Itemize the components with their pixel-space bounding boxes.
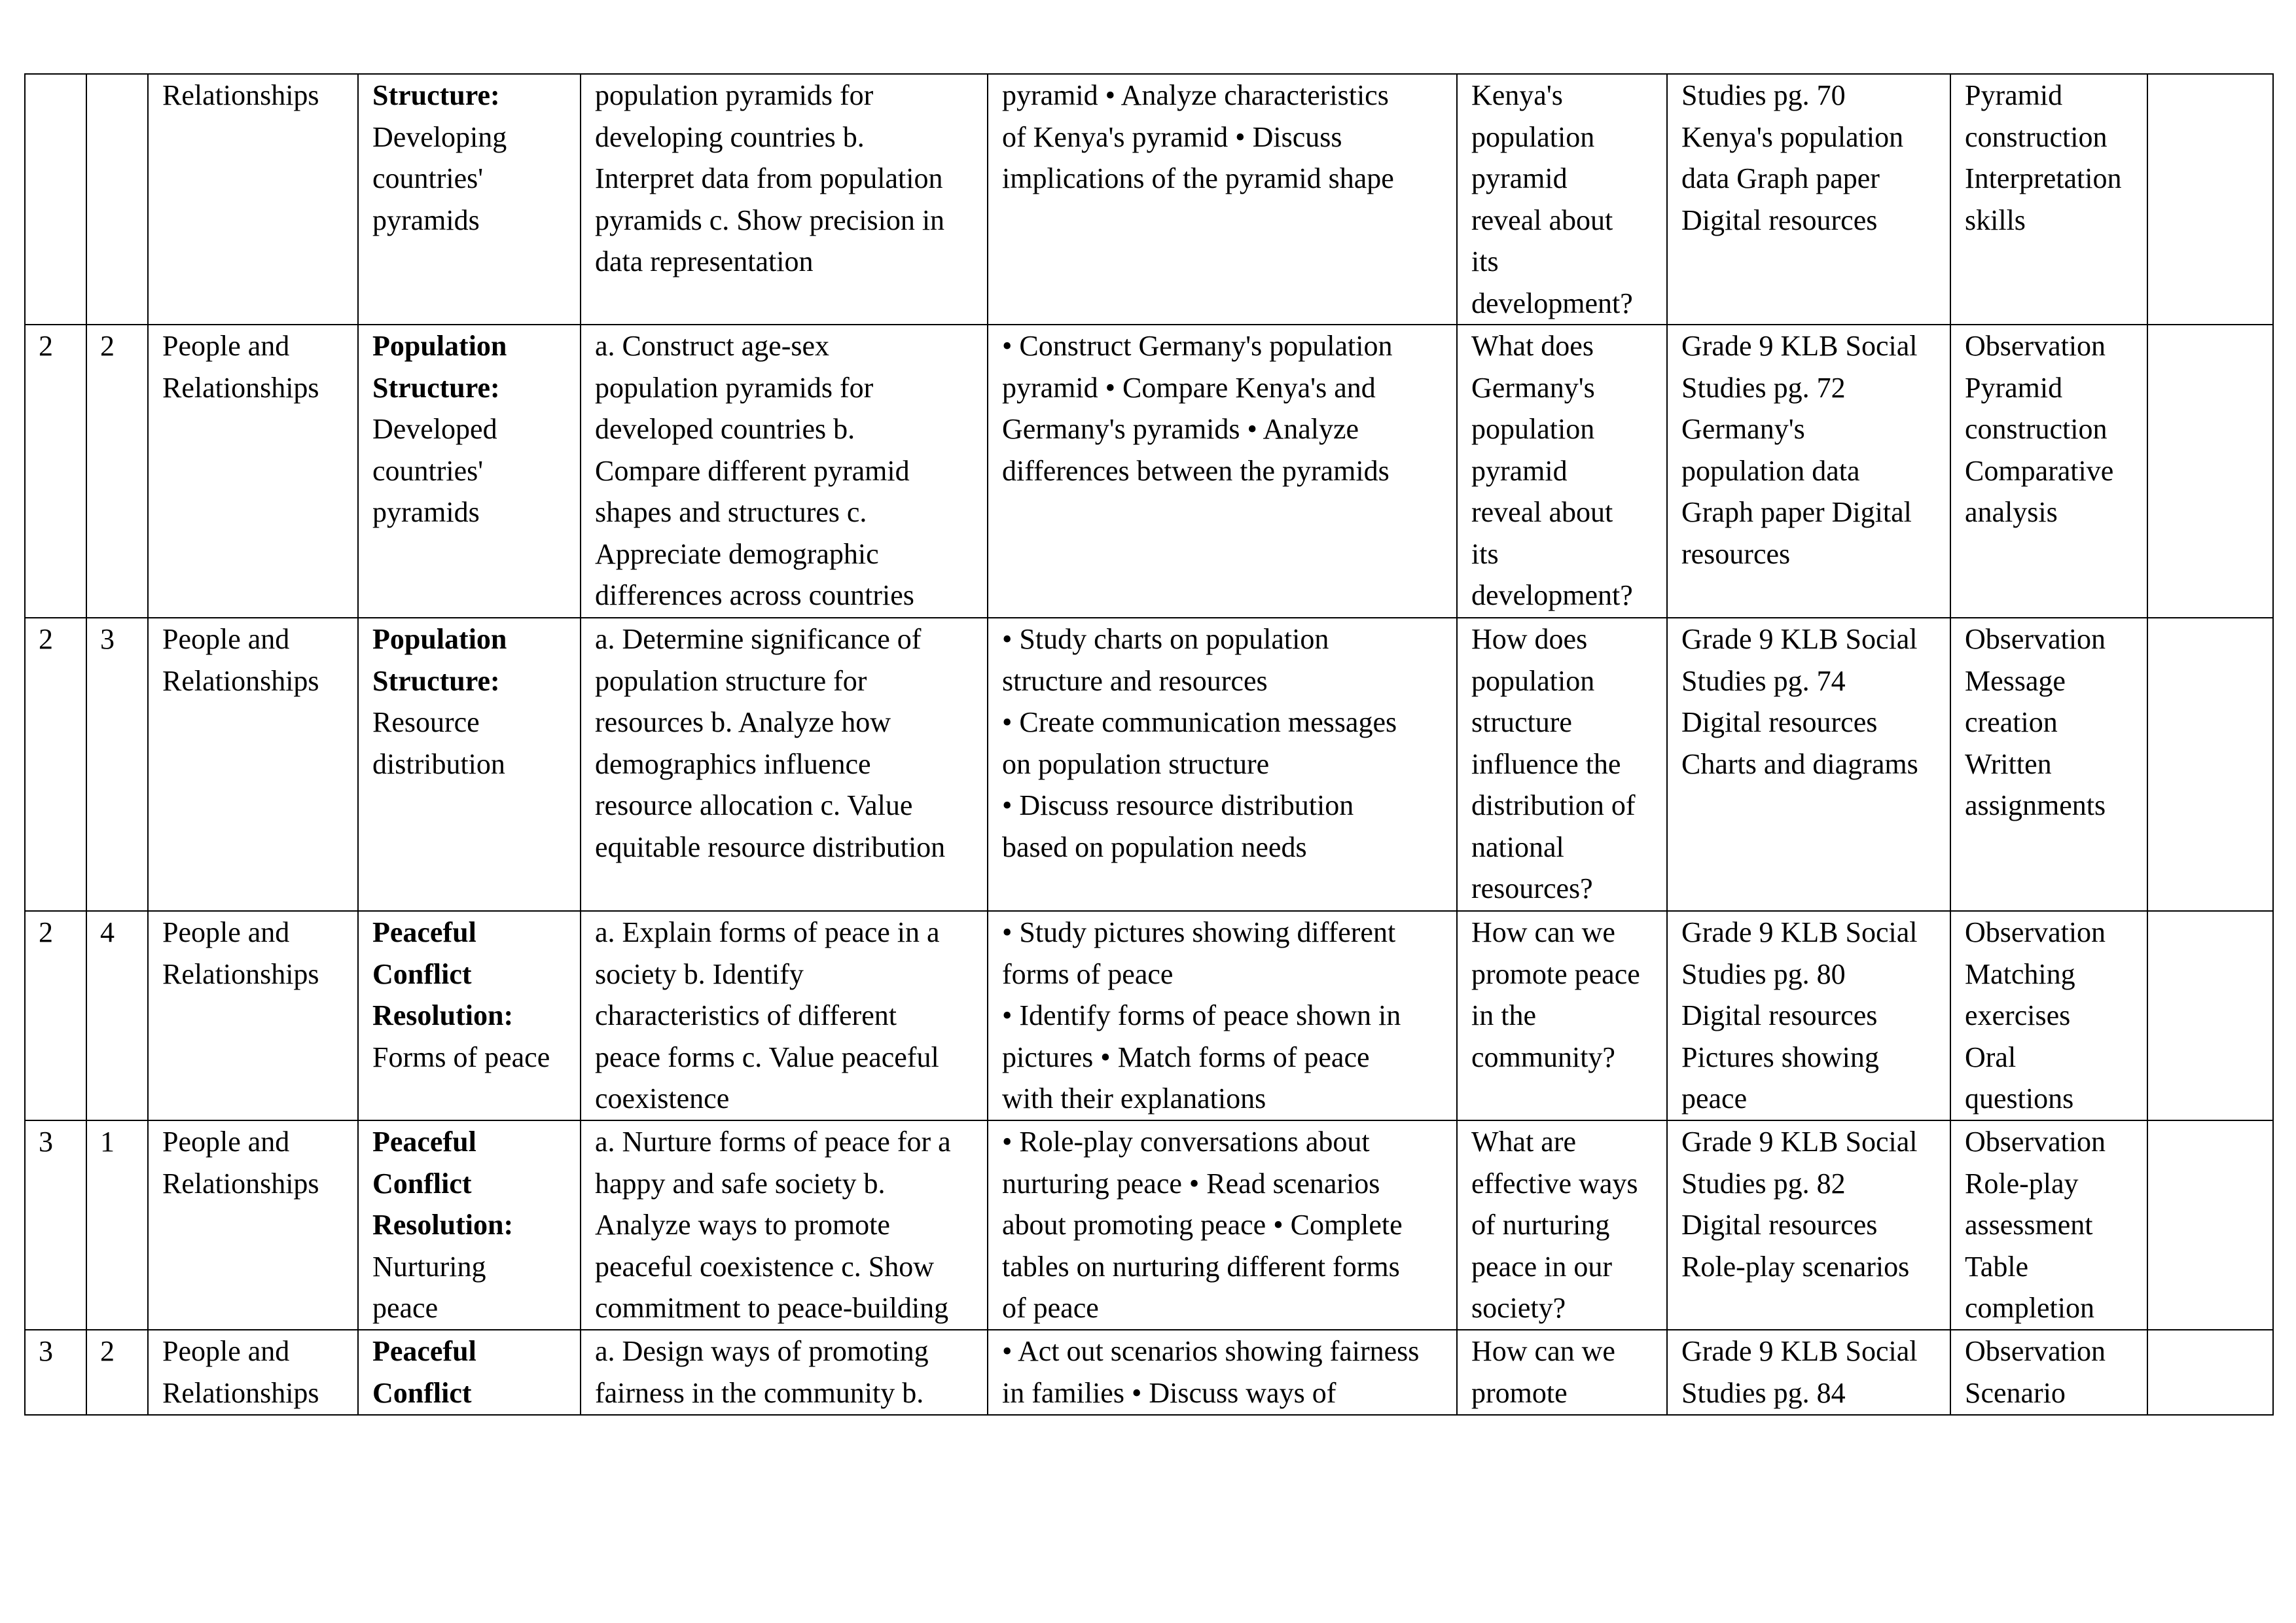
cell-text-line: Resource bbox=[372, 706, 480, 738]
cell-text-line: analysis bbox=[1965, 496, 2058, 528]
key-inquiry-question-cell bbox=[1457, 74, 1667, 325]
learning-outcomes-cell bbox=[581, 1120, 988, 1330]
strand-cell bbox=[148, 74, 358, 325]
cell-text-line: a. Determine significance of bbox=[595, 623, 922, 655]
cell-text-line: community? bbox=[1471, 1041, 1615, 1073]
substrand-heading-line: Population bbox=[372, 623, 507, 655]
cell-text-line: its bbox=[1471, 245, 1499, 277]
cell-text-line: with their explanations bbox=[1002, 1082, 1266, 1115]
cell-text-line: pyramid bbox=[1471, 454, 1568, 487]
cell-text-line: 3 bbox=[100, 623, 115, 655]
cell-text-line: 2 bbox=[39, 330, 53, 362]
key-inquiry-question-cell bbox=[1457, 1120, 1667, 1330]
substrand-cell bbox=[358, 911, 581, 1120]
cell-text-line: of Kenya's pyramid • Discuss bbox=[1002, 120, 1342, 153]
cell-text-line: peace forms c. Value peaceful bbox=[595, 1041, 939, 1073]
remarks-cell bbox=[2147, 74, 2273, 325]
learning-outcomes-cell bbox=[581, 618, 988, 911]
substrand-heading-line: Conflict bbox=[372, 957, 472, 990]
table-row bbox=[25, 911, 2273, 1120]
learning-experiences-cell bbox=[988, 1120, 1457, 1330]
cell-text-line: population structure for bbox=[595, 664, 867, 697]
cell-text-line: Matching bbox=[1965, 957, 2075, 990]
substrand-heading-line: Structure: bbox=[372, 664, 500, 697]
lesson-cell bbox=[86, 74, 148, 325]
cell-text-line: development? bbox=[1471, 579, 1633, 611]
cell-text-line: Studies pg. 84 bbox=[1681, 1376, 1846, 1409]
cell-text-line: Grade 9 KLB Social bbox=[1681, 1126, 1918, 1158]
cell-text-line: in families • Discuss ways of bbox=[1002, 1376, 1336, 1409]
cell-text-line: on population structure bbox=[1002, 747, 1270, 780]
cell-text-line: Table bbox=[1965, 1250, 2029, 1283]
cell-text-line: People and bbox=[162, 330, 290, 362]
substrand-heading-line: Conflict bbox=[372, 1167, 472, 1200]
cell-text-line: reveal about bbox=[1471, 496, 1613, 528]
substrand-cell bbox=[358, 1330, 581, 1415]
cell-text-line: Pictures showing bbox=[1681, 1041, 1879, 1073]
cell-text-line: happy and safe society b. bbox=[595, 1167, 886, 1200]
cell-text-line: Interpret data from population bbox=[595, 162, 943, 194]
week-cell bbox=[25, 911, 86, 1120]
cell-text-line: Interpretation bbox=[1965, 162, 2122, 194]
cell-text-line: How can we bbox=[1471, 916, 1615, 948]
cell-text-line: • Discuss resource distribution bbox=[1002, 789, 1354, 821]
cell-text-line: • Study pictures showing different bbox=[1002, 916, 1396, 948]
cell-text-line: population data bbox=[1681, 454, 1860, 487]
lesson-cell bbox=[86, 618, 148, 911]
learning-outcomes-cell bbox=[581, 325, 988, 618]
scheme-of-work-table bbox=[24, 73, 2274, 1416]
cell-text-line: • Create communication messages bbox=[1002, 706, 1397, 738]
cell-text-line: Grade 9 KLB Social bbox=[1681, 916, 1918, 948]
cell-text-line: 1 bbox=[100, 1126, 115, 1158]
cell-text-line: Relationships bbox=[162, 664, 319, 697]
cell-text-line: Developing bbox=[372, 120, 507, 153]
cell-text-line: resource allocation c. Value bbox=[595, 789, 913, 821]
cell-text-line: pyramids c. Show precision in bbox=[595, 204, 945, 236]
cell-text-line: 2 bbox=[100, 1335, 115, 1367]
cell-text-line: Studies pg. 82 bbox=[1681, 1167, 1846, 1200]
cell-text-line: shapes and structures c. bbox=[595, 496, 867, 528]
cell-text-line: its bbox=[1471, 537, 1499, 570]
cell-text-line: Pyramid bbox=[1965, 79, 2063, 111]
assessment-cell bbox=[1950, 618, 2147, 911]
cell-text-line: 2 bbox=[39, 623, 53, 655]
cell-text-line: effective ways bbox=[1471, 1167, 1638, 1200]
assessment-cell bbox=[1950, 1330, 2147, 1415]
cell-text-line: nurturing peace • Read scenarios bbox=[1002, 1167, 1380, 1200]
cell-text-line: population bbox=[1471, 664, 1595, 697]
cell-text-line: pyramid • Compare Kenya's and bbox=[1002, 371, 1376, 404]
learning-resources-cell bbox=[1667, 325, 1950, 618]
table-row bbox=[25, 325, 2273, 618]
cell-text-line: Relationships bbox=[162, 1376, 319, 1409]
cell-text-line: Comparative bbox=[1965, 454, 2114, 487]
cell-text-line: Kenya's population bbox=[1681, 120, 1904, 153]
substrand-heading-line: Conflict bbox=[372, 1376, 472, 1409]
cell-text-line: peace bbox=[1681, 1082, 1748, 1115]
table-row bbox=[25, 618, 2273, 911]
substrand-heading-line: Peaceful bbox=[372, 916, 476, 948]
substrand-heading-line: Resolution: bbox=[372, 1209, 514, 1241]
cell-text-line: construction bbox=[1965, 413, 2108, 445]
cell-text-line: based on population needs bbox=[1002, 830, 1307, 863]
cell-text-line: Relationships bbox=[162, 1167, 319, 1200]
week-cell bbox=[25, 1330, 86, 1415]
cell-text-line: Digital resources bbox=[1681, 706, 1878, 738]
key-inquiry-question-cell bbox=[1457, 618, 1667, 911]
cell-text-line: promote peace bbox=[1471, 957, 1640, 990]
cell-text-line: pictures • Match forms of peace bbox=[1002, 1041, 1370, 1073]
cell-text-line: about promoting peace • Complete bbox=[1002, 1209, 1403, 1241]
cell-text-line: commitment to peace-building bbox=[595, 1292, 949, 1324]
cell-text-line: countries' bbox=[372, 162, 484, 194]
cell-text-line: distribution of bbox=[1471, 789, 1636, 821]
lesson-cell bbox=[86, 911, 148, 1120]
cell-text-line: How can we bbox=[1471, 1335, 1615, 1367]
cell-text-line: completion bbox=[1965, 1292, 2094, 1324]
learning-outcomes-cell bbox=[581, 1330, 988, 1415]
cell-text-line: Observation bbox=[1965, 1335, 2106, 1367]
cell-text-line: coexistence bbox=[595, 1082, 730, 1115]
learning-resources-cell bbox=[1667, 1120, 1950, 1330]
cell-text-line: Message bbox=[1965, 664, 2066, 697]
substrand-cell bbox=[358, 618, 581, 911]
cell-text-line: developing countries b. bbox=[595, 120, 865, 153]
cell-text-line: Oral bbox=[1965, 1041, 2017, 1073]
cell-text-line: Relationships bbox=[162, 957, 319, 990]
cell-text-line: Grade 9 KLB Social bbox=[1681, 1335, 1918, 1367]
cell-text-line: a. Explain forms of peace in a bbox=[595, 916, 940, 948]
cell-text-line: fairness in the community b. bbox=[595, 1376, 924, 1409]
cell-text-line: implications of the pyramid shape bbox=[1002, 162, 1394, 194]
remarks-cell bbox=[2147, 1330, 2273, 1415]
cell-text-line: developed countries b. bbox=[595, 413, 855, 445]
cell-text-line: What are bbox=[1471, 1126, 1576, 1158]
cell-text-line: pyramids bbox=[372, 204, 480, 236]
cell-text-line: Nurturing bbox=[372, 1250, 486, 1283]
cell-text-line: People and bbox=[162, 916, 290, 948]
table-row bbox=[25, 74, 2273, 325]
cell-text-line: 2 bbox=[39, 916, 53, 948]
learning-outcomes-cell bbox=[581, 911, 988, 1120]
key-inquiry-question-cell bbox=[1457, 325, 1667, 618]
cell-text-line: of peace bbox=[1002, 1292, 1099, 1324]
cell-text-line: Digital resources bbox=[1681, 999, 1878, 1031]
cell-text-line: Germany's bbox=[1471, 371, 1595, 404]
cell-text-line: 3 bbox=[39, 1335, 53, 1367]
cell-text-line: exercises bbox=[1965, 999, 2071, 1031]
assessment-cell bbox=[1950, 1120, 2147, 1330]
cell-text-line: a. Design ways of promoting bbox=[595, 1335, 929, 1367]
cell-text-line: People and bbox=[162, 623, 290, 655]
cell-text-line: creation bbox=[1965, 706, 2058, 738]
cell-text-line: structure and resources bbox=[1002, 664, 1268, 697]
learning-resources-cell bbox=[1667, 911, 1950, 1120]
cell-text-line: demographics influence bbox=[595, 747, 871, 780]
cell-text-line: People and bbox=[162, 1335, 290, 1367]
cell-text-line: differences across countries bbox=[595, 579, 914, 611]
cell-text-line: • Act out scenarios showing fairness bbox=[1002, 1335, 1420, 1367]
cell-text-line: population bbox=[1471, 413, 1595, 445]
substrand-heading-line: Peaceful bbox=[372, 1126, 476, 1158]
cell-text-line: resources b. Analyze how bbox=[595, 706, 891, 738]
remarks-cell bbox=[2147, 618, 2273, 911]
remarks-cell bbox=[2147, 1120, 2273, 1330]
cell-text-line: resources? bbox=[1471, 872, 1593, 904]
week-cell bbox=[25, 325, 86, 618]
table-body bbox=[25, 74, 2273, 1415]
cell-text-line: a. Nurture forms of peace for a bbox=[595, 1126, 951, 1158]
cell-text-line: Digital resources bbox=[1681, 204, 1878, 236]
cell-text-line: Scenario bbox=[1965, 1376, 2066, 1409]
cell-text-line: characteristics of different bbox=[595, 999, 897, 1031]
lesson-cell bbox=[86, 1330, 148, 1415]
cell-text-line: Studies pg. 72 bbox=[1681, 371, 1846, 404]
week-cell bbox=[25, 618, 86, 911]
cell-text-line: • Identify forms of peace shown in bbox=[1002, 999, 1401, 1031]
cell-text-line: Charts and diagrams bbox=[1681, 747, 1918, 780]
substrand-cell bbox=[358, 74, 581, 325]
cell-text-line: Relationships bbox=[162, 79, 319, 111]
cell-text-line: What does bbox=[1471, 330, 1594, 362]
cell-text-line: society? bbox=[1471, 1292, 1566, 1324]
cell-text-line: Grade 9 KLB Social bbox=[1681, 623, 1918, 655]
strand-cell bbox=[148, 1120, 358, 1330]
cell-text-line: development? bbox=[1471, 287, 1633, 319]
week-cell bbox=[25, 74, 86, 325]
cell-text-line: population pyramids for bbox=[595, 79, 874, 111]
cell-text-line: peace bbox=[372, 1292, 439, 1324]
cell-text-line: Graph paper Digital bbox=[1681, 496, 1912, 528]
learning-resources-cell bbox=[1667, 74, 1950, 325]
cell-text-line: pyramid • Analyze characteristics bbox=[1002, 79, 1389, 111]
learning-resources-cell bbox=[1667, 1330, 1950, 1415]
cell-text-line: differences between the pyramids bbox=[1002, 454, 1390, 487]
cell-text-line: Observation bbox=[1965, 623, 2106, 655]
cell-text-line: population bbox=[1471, 120, 1595, 153]
cell-text-line: peaceful coexistence c. Show bbox=[595, 1250, 934, 1283]
lesson-cell bbox=[86, 325, 148, 618]
cell-text-line: Grade 9 KLB Social bbox=[1681, 330, 1918, 362]
cell-text-line: peace in our bbox=[1471, 1250, 1612, 1283]
cell-text-line: Written bbox=[1965, 747, 2052, 780]
cell-text-line: Observation bbox=[1965, 330, 2106, 362]
cell-text-line: assignments bbox=[1965, 789, 2106, 821]
substrand-heading-line: Peaceful bbox=[372, 1335, 476, 1367]
learning-outcomes-cell bbox=[581, 74, 988, 325]
remarks-cell bbox=[2147, 325, 2273, 618]
key-inquiry-question-cell bbox=[1457, 911, 1667, 1120]
cell-text-line: data representation bbox=[595, 245, 814, 277]
cell-text-line: Appreciate demographic bbox=[595, 537, 879, 570]
cell-text-line: Germany's pyramids • Analyze bbox=[1002, 413, 1359, 445]
cell-text-line: Studies pg. 74 bbox=[1681, 664, 1846, 697]
cell-text-line: • Construct Germany's population bbox=[1002, 330, 1393, 362]
cell-text-line: 4 bbox=[100, 916, 115, 948]
cell-text-line: Studies pg. 70 bbox=[1681, 79, 1846, 111]
cell-text-line: promote bbox=[1471, 1376, 1568, 1409]
strand-cell bbox=[148, 911, 358, 1120]
cell-text-line: Role-play bbox=[1965, 1167, 2079, 1200]
lesson-cell bbox=[86, 1120, 148, 1330]
assessment-cell bbox=[1950, 74, 2147, 325]
strand-cell bbox=[148, 1330, 358, 1415]
cell-text-line: People and bbox=[162, 1126, 290, 1158]
substrand-cell bbox=[358, 1120, 581, 1330]
substrand-heading-line: Structure: bbox=[372, 371, 500, 404]
cell-text-line: society b. Identify bbox=[595, 957, 804, 990]
strand-cell bbox=[148, 325, 358, 618]
cell-text-line: skills bbox=[1965, 204, 2026, 236]
cell-text-line: reveal about bbox=[1471, 204, 1613, 236]
cell-text-line: Forms of peace bbox=[372, 1041, 550, 1073]
cell-text-line: Developed bbox=[372, 413, 497, 445]
learning-resources-cell bbox=[1667, 618, 1950, 911]
cell-text-line: • Study charts on population bbox=[1002, 623, 1329, 655]
learning-experiences-cell bbox=[988, 325, 1457, 618]
remarks-cell bbox=[2147, 911, 2273, 1120]
assessment-cell bbox=[1950, 911, 2147, 1120]
cell-text-line: of nurturing bbox=[1471, 1209, 1610, 1241]
substrand-heading-line: Structure: bbox=[372, 79, 500, 111]
cell-text-line: Pyramid bbox=[1965, 371, 2063, 404]
cell-text-line: equitable resource distribution bbox=[595, 830, 946, 863]
cell-text-line: questions bbox=[1965, 1082, 2074, 1115]
cell-text-line: in the bbox=[1471, 999, 1536, 1031]
cell-text-line: data Graph paper bbox=[1681, 162, 1880, 194]
cell-text-line: construction bbox=[1965, 120, 2108, 153]
substrand-heading-line: Population bbox=[372, 330, 507, 362]
cell-text-line: Studies pg. 80 bbox=[1681, 957, 1846, 990]
cell-text-line: Observation bbox=[1965, 1126, 2106, 1158]
substrand-heading-line: Resolution: bbox=[372, 999, 514, 1031]
cell-text-line: national bbox=[1471, 830, 1564, 863]
assessment-cell bbox=[1950, 325, 2147, 618]
learning-experiences-cell bbox=[988, 618, 1457, 911]
cell-text-line: Observation bbox=[1965, 916, 2106, 948]
cell-text-line: Relationships bbox=[162, 371, 319, 404]
cell-text-line: Digital resources bbox=[1681, 1209, 1878, 1241]
key-inquiry-question-cell bbox=[1457, 1330, 1667, 1415]
cell-text-line: forms of peace bbox=[1002, 957, 1174, 990]
cell-text-line: Compare different pyramid bbox=[595, 454, 910, 487]
learning-experiences-cell bbox=[988, 74, 1457, 325]
table-row bbox=[25, 1330, 2273, 1415]
cell-text-line: assessment bbox=[1965, 1209, 2093, 1241]
cell-text-line: distribution bbox=[372, 747, 505, 780]
table-row bbox=[25, 1120, 2273, 1330]
cell-text-line: population pyramids for bbox=[595, 371, 874, 404]
cell-text-line: Analyze ways to promote bbox=[595, 1209, 890, 1241]
cell-text-line: a. Construct age-sex bbox=[595, 330, 829, 362]
learning-experiences-cell bbox=[988, 1330, 1457, 1415]
cell-text-line: pyramid bbox=[1471, 162, 1568, 194]
cell-text-line: influence the bbox=[1471, 747, 1621, 780]
cell-text-line: pyramids bbox=[372, 496, 480, 528]
cell-text-line: structure bbox=[1471, 706, 1572, 738]
week-cell bbox=[25, 1120, 86, 1330]
strand-cell bbox=[148, 618, 358, 911]
cell-text-line: Germany's bbox=[1681, 413, 1805, 445]
cell-text-line: 2 bbox=[100, 330, 115, 362]
cell-text-line: Role-play scenarios bbox=[1681, 1250, 1910, 1283]
cell-text-line: • Role-play conversations about bbox=[1002, 1126, 1370, 1158]
cell-text-line: countries' bbox=[372, 454, 484, 487]
cell-text-line: How does bbox=[1471, 623, 1588, 655]
learning-experiences-cell bbox=[988, 911, 1457, 1120]
cell-text-line: 3 bbox=[39, 1126, 53, 1158]
substrand-cell bbox=[358, 325, 581, 618]
cell-text-line: resources bbox=[1681, 537, 1791, 570]
cell-text-line: Kenya's bbox=[1471, 79, 1563, 111]
cell-text-line: tables on nurturing different forms bbox=[1002, 1250, 1400, 1283]
